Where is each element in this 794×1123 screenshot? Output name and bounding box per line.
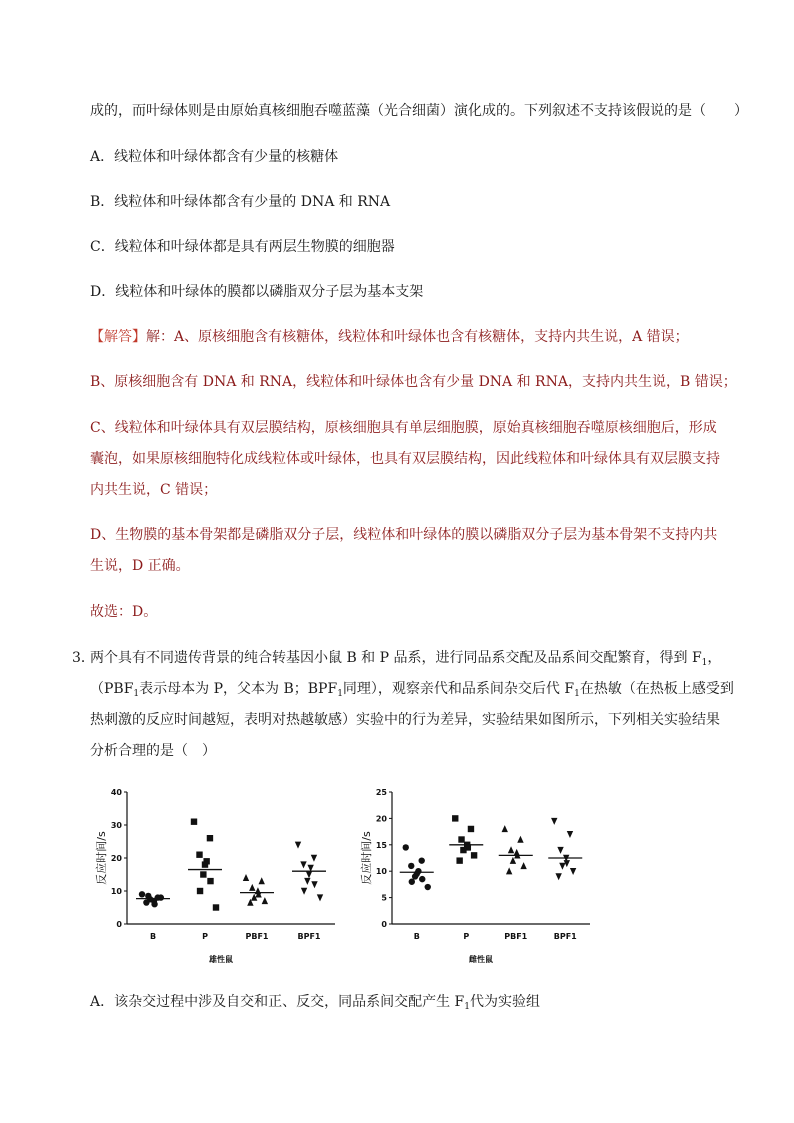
category-label: BPF1 xyxy=(553,932,577,941)
female-mice-chart xyxy=(350,782,600,972)
answer-line-3: C、线粒体和叶绿体具有双层膜结构，原核细胞具有单层细胞膜，原始真核细胞吞噬原核细胞后，形成 xyxy=(90,420,717,436)
y-tick-label: 40 xyxy=(110,788,122,797)
data-point xyxy=(301,888,307,895)
answer-line-2: B、原核细胞含有 DNA 和 RNA，线粒体和叶绿体也含有少量 DNA 和 RNA，支持内共生说，B 错误； xyxy=(90,374,737,390)
data-point xyxy=(460,847,466,853)
data-point xyxy=(262,897,268,904)
data-point xyxy=(419,876,425,882)
data-point xyxy=(471,852,477,858)
option-d: D．线粒体和叶绿体的膜都以磷脂双分子层为基本支架 xyxy=(90,284,424,300)
data-point xyxy=(419,857,425,863)
data-point xyxy=(213,904,219,910)
option-b: B．线粒体和叶绿体都含有少量的 DNA 和 RNA xyxy=(90,194,391,210)
data-point xyxy=(306,871,312,878)
data-point xyxy=(508,846,514,853)
data-point xyxy=(249,884,255,891)
category-label: P xyxy=(463,932,470,941)
data-point xyxy=(425,884,431,890)
category-label: PBF1 xyxy=(504,932,528,941)
data-point xyxy=(207,835,213,841)
data-point xyxy=(295,842,301,849)
y-tick-label: 10 xyxy=(375,867,387,877)
male-mice-chart xyxy=(85,782,345,972)
answer-line-6: D、生物膜的基本骨架都是磷脂双分子层，线粒体和叶绿体的膜以磷脂双分子层为基本骨架不支持内共 xyxy=(90,527,718,543)
data-point xyxy=(517,836,523,843)
q3-line-2: （$PBF_1$表示母本为 P，父本为 B；$BPF_1$同理），观察亲代和品系间杂交后代 $F_1$在热敏（在热板上感受到 xyxy=(90,681,734,699)
category-label: P xyxy=(202,932,208,941)
data-point xyxy=(502,825,508,832)
data-point xyxy=(520,862,526,869)
answer-line-7: 生说，D 正确。 xyxy=(90,558,190,574)
data-point xyxy=(551,818,557,825)
data-point xyxy=(207,878,213,884)
y-tick-label: 20 xyxy=(110,854,122,863)
data-point xyxy=(468,826,474,832)
option-a: A．线粒体和叶绿体都含有少量的核糖体 xyxy=(90,149,339,165)
data-point xyxy=(570,868,576,875)
y-tick-label: 5 xyxy=(381,893,387,903)
question-stem-continuation: 成的，而叶绿体则是由原始真核细胞吞噬蓝藻（光合细菌）演化成的。下列叙述不支持该假说的是（ ） xyxy=(90,103,748,119)
data-point xyxy=(196,852,202,858)
category-label: B xyxy=(149,932,157,941)
category-label: B xyxy=(413,932,420,941)
data-point xyxy=(304,878,310,885)
y-axis-label: 反应时间/s xyxy=(360,831,373,885)
category-label: BPF1 xyxy=(297,932,321,941)
data-point xyxy=(317,894,323,901)
answer-line-1 xyxy=(90,327,689,347)
data-point xyxy=(243,874,249,881)
y-tick-label: 25 xyxy=(375,788,387,797)
data-point xyxy=(456,857,462,863)
q3-line-1: 两个具有不同遗传背景的纯合转基因小鼠 B 和 P 品系，进行同品系交配及品系间交配繁育，得到 $F_1$， xyxy=(90,650,722,668)
option-c: C．线粒体和叶绿体都是具有两层生物膜的细胞器 xyxy=(90,239,395,255)
answer-line-5: 内共生说，C 错误； xyxy=(90,482,218,498)
data-point xyxy=(191,819,197,825)
x-axis-label: 雌性鼠 xyxy=(469,955,493,964)
y-tick-label: 0 xyxy=(381,920,387,929)
data-point xyxy=(567,831,573,838)
data-point xyxy=(408,863,414,869)
data-point xyxy=(197,888,203,894)
y-tick-label: 0 xyxy=(116,920,122,929)
data-point xyxy=(458,836,464,842)
data-point xyxy=(412,873,418,879)
data-point xyxy=(311,881,317,888)
data-point xyxy=(151,901,157,907)
data-point xyxy=(452,815,458,821)
data-point xyxy=(506,867,512,874)
data-point xyxy=(202,861,208,867)
category-label: PBF1 xyxy=(245,932,269,941)
q3-option-a: A．该杂交过程中涉及自交和正、反交，同品系间交配产生 $F_1$代为实验组 xyxy=(90,994,541,1012)
data-point xyxy=(259,877,265,884)
data-point xyxy=(158,894,164,900)
data-point xyxy=(200,871,206,877)
data-point xyxy=(559,863,565,870)
x-axis-label: 雄性鼠 xyxy=(209,955,233,964)
data-point xyxy=(555,873,561,880)
data-point xyxy=(311,855,317,862)
answer-tag: 【解答】 xyxy=(90,329,146,345)
q3-line-3: 热刺激的反应时间越短，表明对热越敏感）实验中的行为差异，实验结果如图所示，下列相关实验结果 xyxy=(90,712,720,728)
data-point xyxy=(557,847,563,854)
y-tick-label: 10 xyxy=(110,887,122,896)
answer-conclusion: 故选：D。 xyxy=(90,604,158,620)
y-tick-label: 20 xyxy=(375,814,387,824)
data-point xyxy=(403,844,409,850)
answer-line-4: 囊泡，如果原核细胞特化成线粒体或叶绿体，也具有双层膜结构，因此线粒体和叶绿体具有双层膜支持 xyxy=(90,451,720,467)
y-tick-label: 15 xyxy=(375,840,387,850)
data-point xyxy=(300,861,306,868)
answer-text-1: 解：A、原核细胞含有核糖体，线粒体和叶绿体也含有核糖体，支持内共生说，A 错误； xyxy=(146,329,689,345)
data-point xyxy=(139,891,145,897)
y-tick-label: 30 xyxy=(110,821,122,830)
data-point xyxy=(409,879,415,885)
question-number: 3． xyxy=(72,650,95,666)
q3-line-4: 分析合理的是（ ） xyxy=(90,743,216,759)
y-axis-label: 反应时间/s xyxy=(95,831,108,885)
data-point xyxy=(143,899,149,905)
